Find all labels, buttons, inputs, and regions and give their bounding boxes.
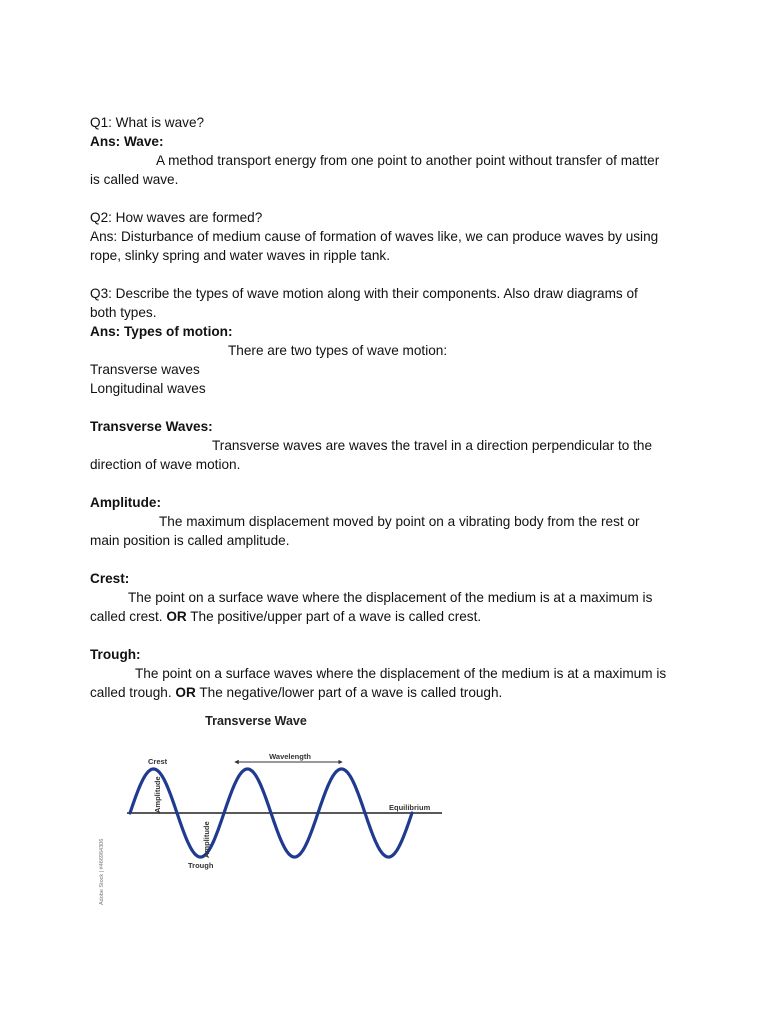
stock-watermark: Adobe Stock | #466964306	[99, 838, 105, 905]
trough-line2-pre: called trough.	[90, 685, 176, 700]
crest-or: OR	[166, 609, 187, 624]
transverse-wave-diagram	[90, 705, 460, 920]
transverse-wave-svg	[90, 705, 460, 920]
crest-line2	[90, 607, 680, 626]
crest-label: Crest	[148, 757, 168, 766]
transverse-heading: Transverse Waves:	[90, 419, 213, 434]
amplitude-label-up: Amplitude	[153, 776, 162, 813]
equilibrium-label: Equilibrium	[389, 803, 431, 812]
amplitude-heading: Amplitude:	[90, 495, 161, 510]
trough-line2	[90, 683, 680, 702]
amplitude-line1: The maximum displacement moved by point on a vibrating body from the rest or	[159, 514, 640, 529]
amplitude-label-down: Amplitude	[202, 821, 211, 858]
q3-question-line2: both types.	[90, 305, 157, 320]
crest-line2-pre: called crest.	[90, 609, 167, 624]
crest-line1: The point on a surface wave where the displacement of the medium is at a maximum is	[128, 590, 653, 605]
diagram-title: Transverse Wave	[205, 714, 307, 728]
q3-answer-label: Ans: Types of motion:	[90, 324, 233, 339]
trough-line2-post: The negative/lower part of a wave is called trough.	[195, 685, 503, 700]
trough-label: Trough	[188, 861, 214, 870]
q2-answer-line2: rope, slinky spring and water waves in ripple tank.	[90, 248, 390, 263]
q1-answer-line1: A method transport energy from one point to another point without transfer of matter	[156, 153, 660, 168]
q2-question: Q2: How waves are formed?	[90, 210, 263, 225]
document-text	[90, 113, 680, 702]
transverse-line2: direction of wave motion.	[90, 457, 241, 472]
q3-intro: There are two types of wave motion:	[228, 343, 448, 358]
q1-answer-line2: is called wave.	[90, 172, 179, 187]
transverse-line1: Transverse waves are waves the travel in a direction perpendicular to the	[212, 438, 653, 453]
wavelength-label: Wavelength	[269, 752, 311, 761]
q2-answer-line1: Ans: Disturbance of medium cause of formation of waves like, we can produce waves by using	[90, 229, 659, 244]
q3-type-transverse: Transverse waves	[90, 362, 200, 377]
crest-line2-post: The positive/upper part of a wave is called crest.	[186, 609, 482, 624]
q1-answer-label: Ans: Wave:	[90, 134, 164, 149]
trough-heading: Trough:	[90, 647, 141, 662]
q3-question-line1: Q3: Describe the types of wave motion along with their components. Also draw diagrams of	[90, 286, 638, 301]
trough-or: OR	[175, 685, 196, 700]
trough-line1: The point on a surface waves where the displacement of the medium is at a maximum is	[135, 666, 667, 681]
q3-type-longitudinal: Longitudinal waves	[90, 381, 206, 396]
amplitude-line2: main position is called amplitude.	[90, 533, 290, 548]
crest-heading: Crest:	[90, 571, 130, 586]
q1-question: Q1: What is wave?	[90, 115, 205, 130]
